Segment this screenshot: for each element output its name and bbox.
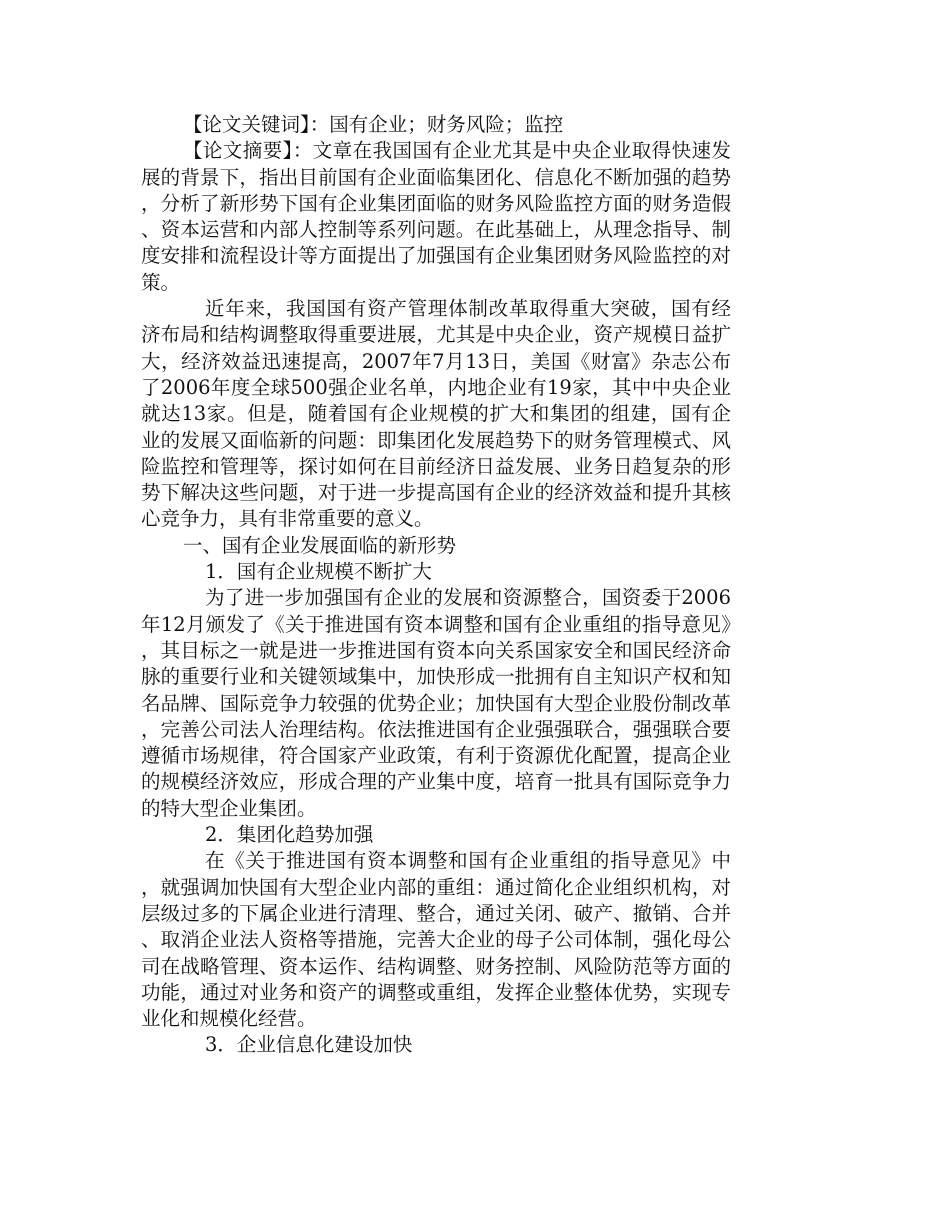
keywords-text: 国有企业；财务风险；监控	[329, 113, 564, 136]
document-page	[141, 112, 731, 1059]
subsection-heading-2: 2．集团化趋势加强	[205, 823, 374, 847]
keywords-paragraph	[141, 112, 731, 138]
intro-paragraph: 近年来，我国国有资产管理体制改革取得重大突破，国有经济布局和结构调整取得重要进展，尤其是中央企业，资产规模日益扩大，经济效益迅速提高，2007年7月13日，美国《财富》杂志公布了2006年度全球500强企业名单，内地企业有19家，其中中央企业就达13家。但是，随着国有企业规模的扩大和集团的组建，国有企业的发展又面临新的问题：即集团化发展趋势下的财务管理模式、风险监控和管理等，探讨如何在目前经济日益发展、业务日趋复杂的形势下解决这些问题，对于进一步提高国有企业的经济效益和提升其核心竞争力，具有非常重要的意义。	[141, 297, 731, 531]
subsection-heading-1: 1．国有企业规模不断扩大	[205, 560, 432, 584]
abstract-paragraph	[141, 138, 731, 296]
subsection-body-2: 在《关于推进国有资本调整和国有企业重组的指导意见》中，就强调加快国有大型企业内部的重组：通过简化企业组织机构，对层级过多的下属企业进行清理、整合，通过关闭、破产、撤销、合并、取消企业法人资格等措施，完善大企业的母子公司体制，强化母公司在战略管理、资本运作、结构调整、财务控制、风险防范等方面的功能，通过对业务和资产的调整或重组，发挥企业整体优势，实现专业化和规模化经营。	[141, 849, 731, 1031]
keywords-label: 【论文关键词】：	[183, 113, 330, 136]
subsection-heading-3: 3．企业信息化建设加快	[205, 1033, 413, 1057]
section-heading: 一、国有企业发展面临的新形势	[183, 533, 457, 557]
abstract-text: 文章在我国国有企业尤其是中央企业取得快速发展的背景下，指出目前国有企业面临集团化、信息化不断加强的趋势，分析了新形势下国有企业集团面临的财务风险监控方面的财务造假、资本运营和内部人控制等系列问题。在此基础上，从理念指导、制度安排和流程设计等方面提出了加强国有企业集团财务风险监控的对策。	[141, 139, 731, 294]
subsection-body-1: 为了进一步加强国有企业的发展和资源整合，国资委于2006年12月颁发了《关于推进国有资本调整和国有企业重组的指导意见》，其目标之一就是进一步推进国有资本向关系国家安全和国民经济命脉的重要行业和关键领域集中，加快形成一批拥有自主知识产权和知名品牌、国际竞争力较强的优势企业；加快国有大型企业股份制改革，完善公司法人治理结构。依法推进国有企业强强联合，强强联合要遵循市场规律，符合国家产业政策，有利于资源优化配置，提高企业的规模经济效应，形成合理的产业集中度，培育一批具有国际竞争力的特大型企业集团。	[141, 586, 731, 820]
abstract-label: 【论文摘要】：	[183, 139, 313, 163]
